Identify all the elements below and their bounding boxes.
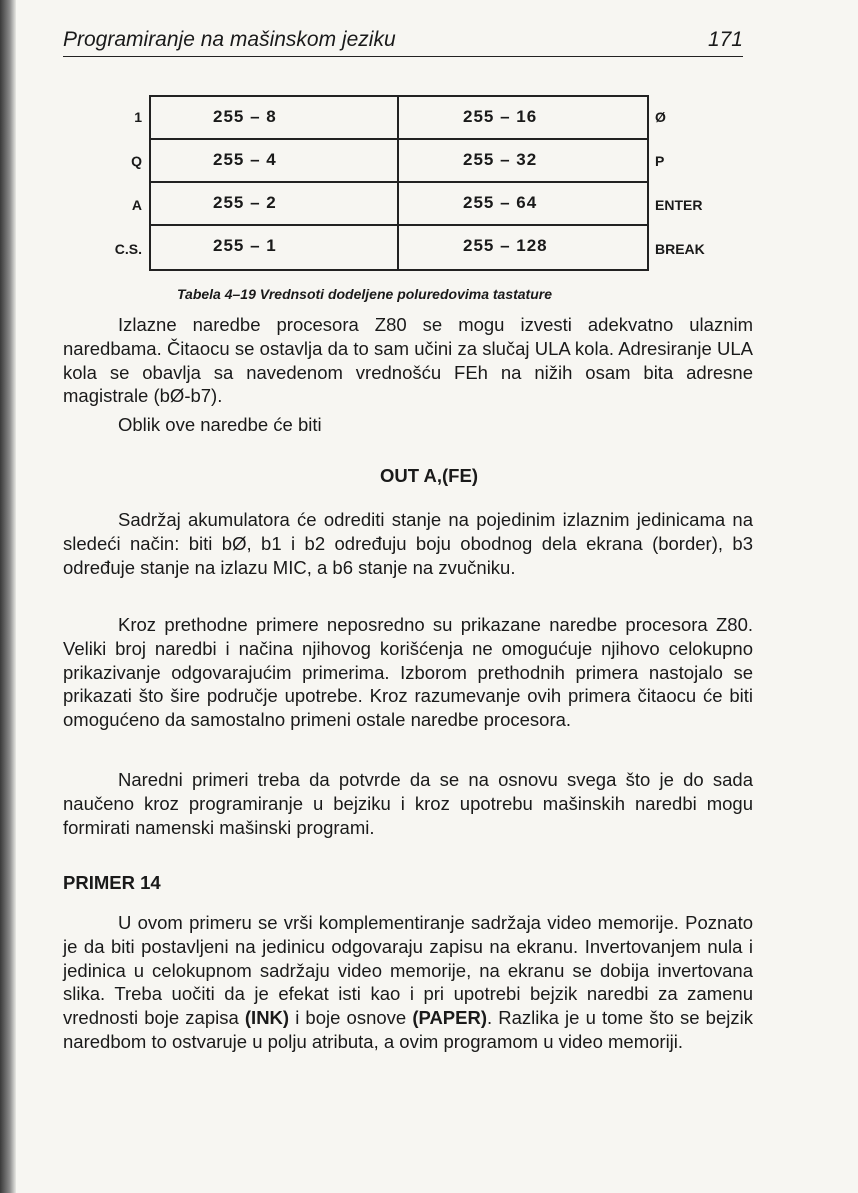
row-right-key: BREAK (655, 241, 705, 257)
running-title: Programiranje na mašinskom jeziku (63, 28, 396, 51)
table-cell: 255 – 4 (213, 150, 277, 169)
row-left-key: C.S. (114, 241, 142, 257)
paragraph: Naredni primeri treba da potvrde da se na osnovu svega što je do sada naučeno kroz programiranje u bejziku i kroz upotrebu mašinskih naredbi mogu formirati namenski mašinski programi. (63, 769, 753, 838)
row-left-key: 1 (134, 109, 142, 125)
paper-keyword: (PAPER) (412, 1007, 487, 1029)
row-left-key: Q (131, 153, 142, 169)
table-cell: 255 – 128 (463, 236, 548, 255)
row-right-key: ENTER (655, 197, 703, 213)
ink-keyword: (INK) (244, 1007, 290, 1029)
paragraph: Kroz prethodne primere neposredno su prikazane naredbe procesora Z80. Veliki broj naredbi i načina njihovog korišćenja ne omogućuje njihovo celokupno prikazivanje odgovarajućim primerima. Izborom prethodnih primera nastojalo se prikazati što šire područje upotrebe. Kroz razumevanje ovih primera čitaocu će biti omogućeno da samostalno primeni ostale naredbe procesora. (63, 614, 753, 731)
row-right-key: Ø (655, 109, 666, 125)
table-row (151, 140, 647, 183)
page-number: 171 (707, 28, 743, 51)
table-row (151, 97, 647, 140)
page-binding-edge (0, 0, 16, 1193)
table-cell: 255 – 32 (463, 150, 538, 169)
paragraph: Sadržaj akumulatora će odrediti stanje na pojedinim izlaznim jedinicama na sledeći način: biti bØ, b1 i b2 određuju boju obodnog dela ekrana (border), b3 određuje stanje na izlazu MIC, a b6 stanje na zvučniku. (63, 509, 753, 578)
table-row (151, 183, 647, 226)
page-header (63, 28, 743, 57)
table-cell: 255 – 16 (463, 107, 538, 126)
table-cell: 255 – 64 (463, 193, 538, 212)
paragraph: Oblik ove naredbe će biti (118, 414, 322, 435)
paragraph: U ovom primeru se vrši komplementiranje sadržaja video memorije. Poznato je da biti postavljeni na jedinicu odgovaraju zapisu na ekranu. Invertovanjem nula i jedinica u celokupnom sadržaju video memorije, na ekranu se dobija invertovana slika. Treba uočiti da je efekat isti kao i pri upotrebi bejzik naredbi za zamenu vrednosti boje zapisa (INK) i boje osnove (PAPER). Razlika je u tome što se bejzik naredbom to ostvaruje u polju atributa, a ovim programom u video memoriji. (63, 912, 753, 1052)
row-left-key: A (131, 197, 142, 213)
table-cell: 255 – 8 (213, 107, 277, 126)
code-statement: OUT A,(FE) (380, 465, 478, 486)
section-heading: PRIMER 14 (63, 872, 161, 893)
paragraph: Izlazne naredbe procesora Z80 se mogu izvesti adekvatno ulaznim naredbama. Čitaocu se ostavlja da to sam učini za slučaj ULA kola. Adresiranje ULA kola se obavlja sa navedenom vrednošću FEh na nižih osam bita adresne magistrale (bØ-b7). (63, 314, 753, 407)
table-row (151, 226, 647, 269)
table-cell: 255 – 2 (213, 193, 277, 212)
row-right-key: P (655, 153, 665, 169)
table-cell: 255 – 1 (213, 236, 277, 255)
table-caption: Tabela 4–19 Vrednsoti dodeljene poluredovima tastature (177, 286, 553, 302)
keyboard-half-row-table (149, 95, 649, 271)
